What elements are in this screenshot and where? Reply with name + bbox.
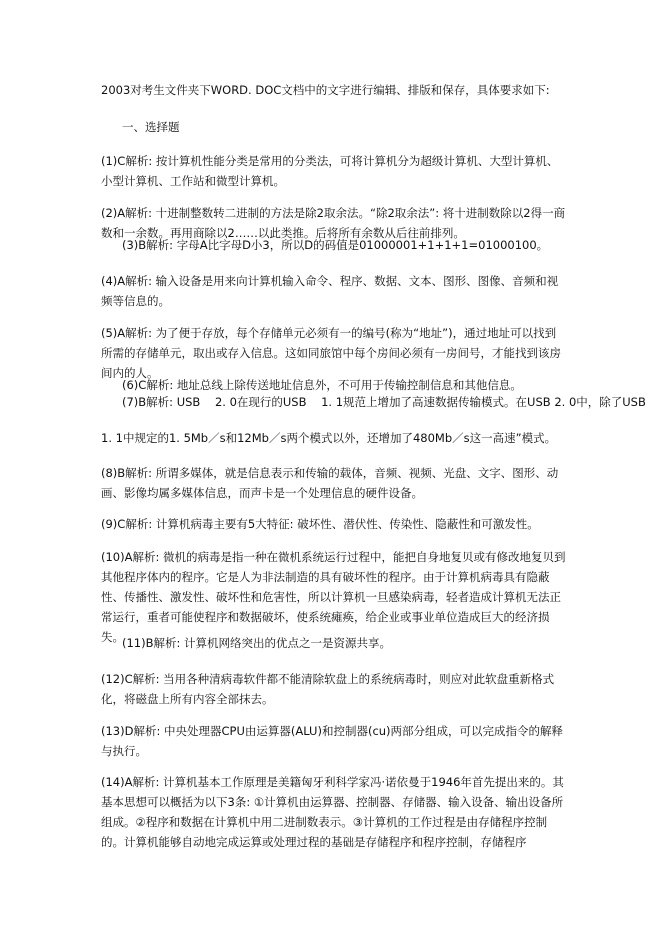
answer-13: (13)D解析: 中央处理器CPU由运算器(ALU)和控制器(cu)两部分组成，可以完成指令的解释与执行。 [101, 724, 564, 758]
answer-7: (7)B解析: USB 2. 0在现行的USB 1. 1规范上增加了高速数据传输模式。在USB 2. 0中，除了USB [122, 395, 646, 409]
answer-4: (4)A解析: 输入设备是用来向计算机输入命令、程序、数据、文本、图形、图像、音频和视频等信息的。 [101, 274, 559, 308]
answer-12: (12)C解析: 当用各种清病毒软件都不能清除软盘上的系统病毒时，则应对此软盘重新格式化，将磁盘上所有内容全部抹去。 [101, 672, 555, 706]
answer-5: (5)A解析: 为了便于存放，每个存储单元必须有一的编号(称为“地址”)，通过地址可以找到所需的存储单元，取出或存入信息。这如同旅馆中每个房间必须有一房间号，才能找到该房间内的人。 [101, 326, 561, 380]
answer-2: (2)A解析: 十进制整数转二进制的方法是除2取余法。“除2取余法”: 将十进制数除以2得一商数和一余数。再用商除以2……以此类推。后将所有余数从后往前排列。 [101, 206, 566, 240]
answer-1: (1)C解析: 按计算机性能分类是常用的分类法，可将计算机分为超级计算机、大型计算机、小型计算机、工作站和微型计算机。 [101, 154, 559, 188]
answer-11: (11)B解析: 计算机网络突出的优点之一是资源共享。 [122, 636, 392, 650]
answer-6: (6)C解析: 地址总线上除传送地址信息外，不可用于传输控制信息和其他信息。 [122, 378, 522, 392]
answer-8: (8)B解析: 所谓多媒体，就是信息表示和传输的载体，音频、视频、光盘、文字、图形、动画、影像均属多媒体信息，而声卡是一个处理信息的硬件设备。 [101, 466, 559, 500]
answer-7-continued: 1. 1中规定的1. 5Mb／s和12Mb／s两个模式以外，还增加了480Mb／s这一高速”模式。 [101, 431, 557, 445]
answer-14: (14)A解析: 计算机基本工作原理是美籍匈牙利科学家冯·诺依曼于1946年首先提出来的。其基本思想可以概括为以下3条: ①计算机由运算器、控制器、存储器、输入设备、输出设备所组成。②程序和数据在计算机中用二进制数表示。③计算机的工作过程是由存储程序控制的。计算机能够自动地完成运算或处理过程的基础是存储程序和程序控制，存储程序 [101, 775, 564, 849]
answer-3: (3)B解析: 字母A比字母D小3，所以D的码值是01000001+1+1+1=01000100。 [122, 238, 549, 252]
intro-paragraph: 2003对考生文件夹下WORD. DOC文档中的文字进行编辑、排版和保存，具体要求如下: [101, 83, 550, 97]
answer-9: (9)C解析: 计算机病毒主要有5大特征: 破坏性、潜伏性、传染性、隐蔽性和可激发性。 [101, 517, 539, 531]
section-heading: 一、选择题 [122, 120, 180, 134]
answer-10: (10)A解析: 微机的病毒是指一种在微机系统运行过程中，能把自身地复贝或有修改地复贝到其他程序体内的程序。它是人为非法制造的具有破坏性的程序。由于计算机病毒具有隐蔽性、传播性、激发性、破坏性和危害性，所以计算机一旦感染病毒，轻者造成计算机无法正常运行，重者可能使程序和数据破坏，使系统瘫痪，给企业或事业单位造成巨大的经济损失。 [101, 550, 566, 644]
